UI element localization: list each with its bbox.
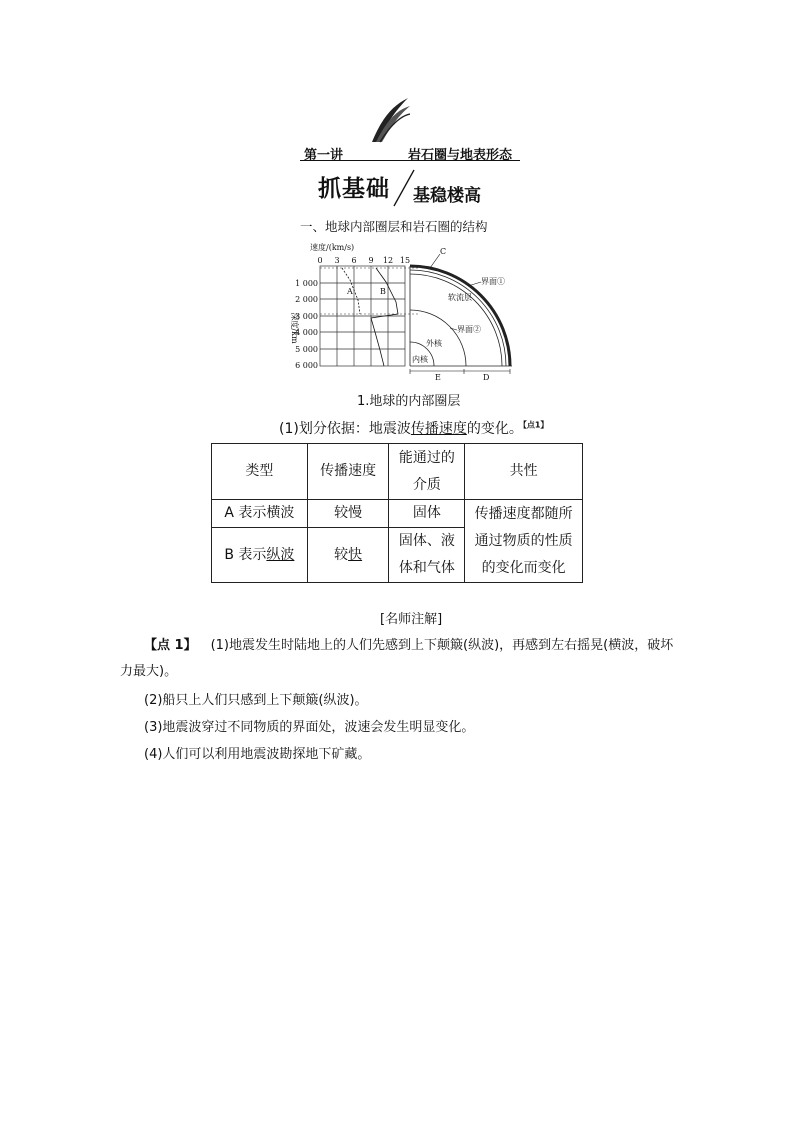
layer-label-e: E bbox=[435, 373, 441, 380]
table-row bbox=[212, 500, 583, 528]
depth-tick: 2 000 bbox=[295, 295, 318, 304]
table-header: 类型 bbox=[212, 444, 308, 500]
table-cell-type bbox=[212, 528, 308, 583]
table-cell-medium: 固体 bbox=[389, 500, 465, 528]
table-cell-common: 传播速度都随所通过物质的性质的变化而变化 bbox=[465, 500, 583, 583]
section-title: 一、地球内部圈层和岩石圈的结构 bbox=[300, 219, 488, 234]
banner-subtitle: 基稳楼高 bbox=[413, 186, 481, 206]
table-header: 传播速度 bbox=[307, 444, 389, 500]
table-cell-type bbox=[212, 500, 308, 528]
dimension-lines bbox=[410, 369, 510, 374]
layer-label-d: D bbox=[483, 373, 490, 380]
depth-tick: 1 000 bbox=[295, 279, 318, 288]
note-item: (2)船只上人们只感到上下颠簸(纵波)。 bbox=[144, 693, 368, 708]
notes-title: [名师注解] bbox=[380, 612, 443, 627]
interface1-leader-line bbox=[468, 282, 481, 286]
basis-underlined-term: 传播速度 bbox=[410, 421, 467, 437]
banner-title: 抓基础 bbox=[318, 176, 390, 202]
c-leader-line bbox=[430, 254, 440, 268]
layer-label-outer-core: 外核 bbox=[426, 339, 442, 348]
note-item bbox=[120, 633, 680, 685]
speed-prefix: 较 bbox=[334, 546, 349, 563]
division-basis bbox=[279, 418, 548, 438]
depth-tick: 5 000 bbox=[295, 345, 318, 354]
table-header: 能通过的介质 bbox=[389, 444, 465, 500]
figure-caption: 1.地球的内部圈层 bbox=[357, 394, 461, 409]
speed-depth-grid bbox=[320, 266, 405, 366]
note-text: (1)地震发生时陆地上的人们先感到上下颠簸(纵波)，再感到左右摇晃(横波，破坏力最大)。 bbox=[120, 638, 674, 679]
basis-prefix: (1)划分依据：地震波 bbox=[279, 421, 411, 437]
layer-label-interface2: 界面② bbox=[457, 325, 481, 334]
table-cell-medium: 固体、液体和气体 bbox=[389, 528, 465, 583]
speed-tick: 9 bbox=[368, 256, 374, 265]
wave-b-label: B bbox=[380, 287, 386, 296]
depth-tick: 3 000 bbox=[295, 312, 318, 321]
layer-label-inner-core: 内核 bbox=[412, 355, 428, 364]
interface2-leader-line bbox=[450, 328, 457, 330]
lesson-number: 第一讲 bbox=[304, 148, 344, 163]
speed-axis-label: 速度/(km/s) bbox=[310, 243, 355, 252]
depth-tick: 4 000 bbox=[295, 328, 318, 337]
earth-interior-diagram bbox=[280, 240, 520, 380]
table-header: 共性 bbox=[465, 444, 583, 500]
speed-tick: 12 bbox=[382, 256, 394, 265]
speed-term: 快 bbox=[348, 546, 363, 563]
type-term: 纵波 bbox=[266, 546, 295, 563]
table-header-row bbox=[212, 444, 583, 500]
speed-tick: 0 bbox=[317, 256, 323, 265]
depth-axis-label: 深度/km bbox=[290, 312, 299, 344]
table-cell-speed bbox=[307, 528, 389, 583]
depth-tick: 6 000 bbox=[295, 361, 318, 370]
speed-tick: 6 bbox=[351, 256, 357, 265]
layer-label-c: C bbox=[440, 247, 447, 256]
note-item: (4)人们可以利用地震波勘探地下矿藏。 bbox=[144, 747, 371, 762]
table-cell-speed: 较慢 bbox=[307, 500, 389, 528]
wave-a-label: A bbox=[347, 287, 353, 296]
speed-tick: 3 bbox=[334, 256, 340, 265]
note-item: (3)地震波穿过不同物质的界面处，波速会发生明显变化。 bbox=[144, 720, 475, 735]
layer-label-asthenosphere: 软流层 bbox=[448, 293, 472, 302]
layer-label-interface1: 界面① bbox=[481, 277, 505, 286]
basis-suffix: 的变化。 bbox=[466, 421, 523, 437]
point-tag: 【点1】 bbox=[522, 420, 549, 430]
swoosh-logo-icon bbox=[370, 96, 410, 144]
speed-tick: 15 bbox=[399, 256, 411, 265]
lesson-title: 岩石圈与地表形态 bbox=[408, 148, 513, 163]
note-tag: 【点 1】 bbox=[144, 638, 197, 653]
seismic-wave-table bbox=[211, 443, 583, 583]
type-prefix: B 表示 bbox=[224, 546, 267, 563]
header-underline bbox=[300, 160, 520, 161]
type-term: 横波 bbox=[266, 505, 295, 521]
type-prefix: A 表示 bbox=[224, 505, 267, 521]
